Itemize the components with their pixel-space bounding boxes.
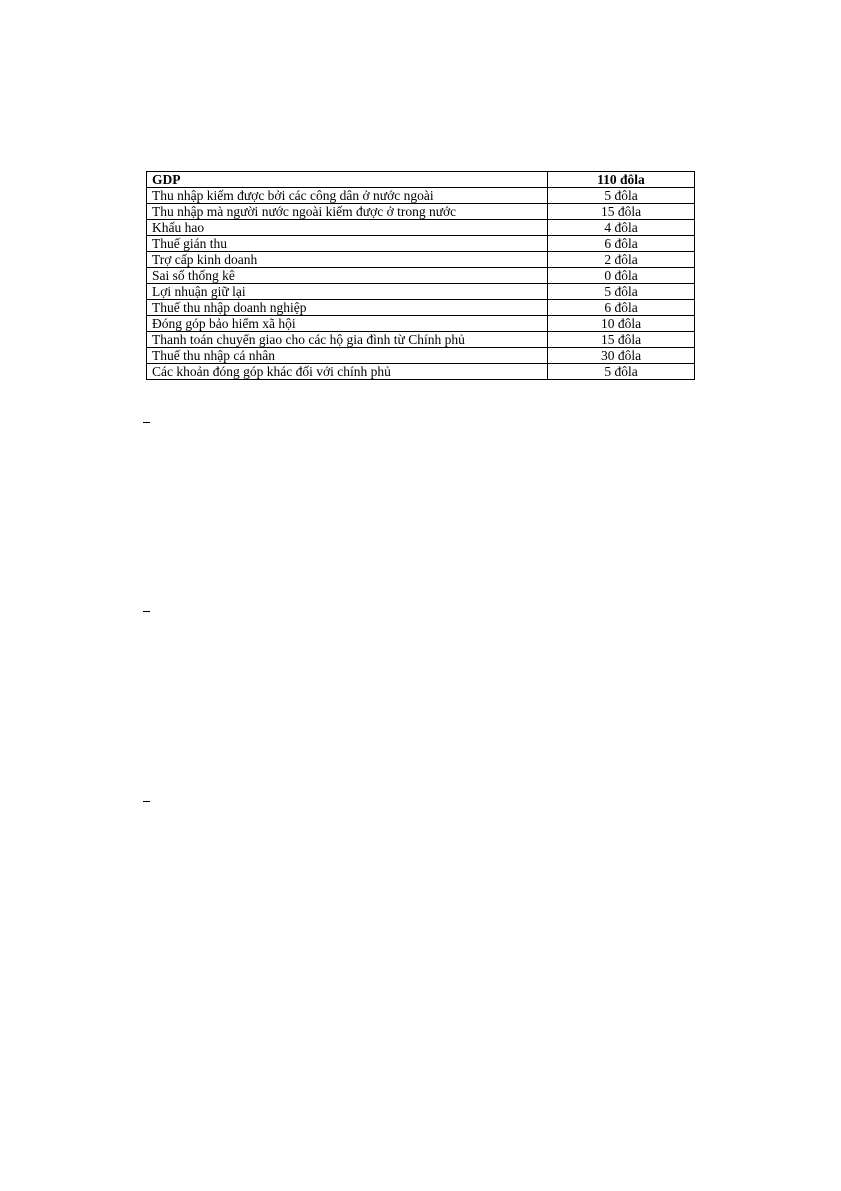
row-label: Khấu hao: [147, 220, 548, 236]
table-row: [147, 364, 695, 380]
table-row: [147, 252, 695, 268]
income-table: [146, 171, 695, 380]
row-label: Thuế thu nhập doanh nghiệp: [147, 300, 548, 316]
table-row: [147, 284, 695, 300]
row-label: Thu nhập mà người nước ngoài kiếm được ở trong nước: [147, 204, 548, 220]
row-value: 15 đôla: [548, 204, 695, 220]
row-value: 0 đôla: [548, 268, 695, 284]
row-value: 4 đôla: [548, 220, 695, 236]
row-value: 15 đôla: [548, 332, 695, 348]
table-row: [147, 188, 695, 204]
row-value: 110 đôla: [548, 172, 695, 188]
row-label: Thanh toán chuyển giao cho các hộ gia đình từ Chính phủ: [147, 332, 548, 348]
table-row: [147, 220, 695, 236]
row-value: 2 đôla: [548, 252, 695, 268]
table-row: [147, 268, 695, 284]
row-label: Trợ cấp kinh doanh: [147, 252, 548, 268]
row-value: 6 đôla: [548, 300, 695, 316]
answer-blank-marker: [143, 801, 150, 802]
answer-blank-marker: [143, 422, 150, 423]
row-value: 5 đôla: [548, 364, 695, 380]
row-value: 5 đôla: [548, 188, 695, 204]
table-row: [147, 236, 695, 252]
table-header-row: [147, 172, 695, 188]
row-value: 10 đôla: [548, 316, 695, 332]
row-value: 30 đôla: [548, 348, 695, 364]
table-row: [147, 348, 695, 364]
row-label: Thuế thu nhập cá nhân: [147, 348, 548, 364]
row-value: 6 đôla: [548, 236, 695, 252]
table-row: [147, 300, 695, 316]
row-label: Các khoản đóng góp khác đối với chính phủ: [147, 364, 548, 380]
row-value: 5 đôla: [548, 284, 695, 300]
row-label: Sai số thống kê: [147, 268, 548, 284]
row-label: Thu nhập kiếm được bởi các công dân ở nước ngoài: [147, 188, 548, 204]
table-row: [147, 332, 695, 348]
answer-blank-marker: [143, 611, 150, 612]
row-label: Đóng góp bảo hiểm xã hội: [147, 316, 548, 332]
row-label: Lợi nhuận giữ lại: [147, 284, 548, 300]
table-row: [147, 204, 695, 220]
table-row: [147, 316, 695, 332]
row-label: GDP: [147, 172, 548, 188]
row-label: Thuế gián thu: [147, 236, 548, 252]
income-table-body: [147, 172, 695, 380]
